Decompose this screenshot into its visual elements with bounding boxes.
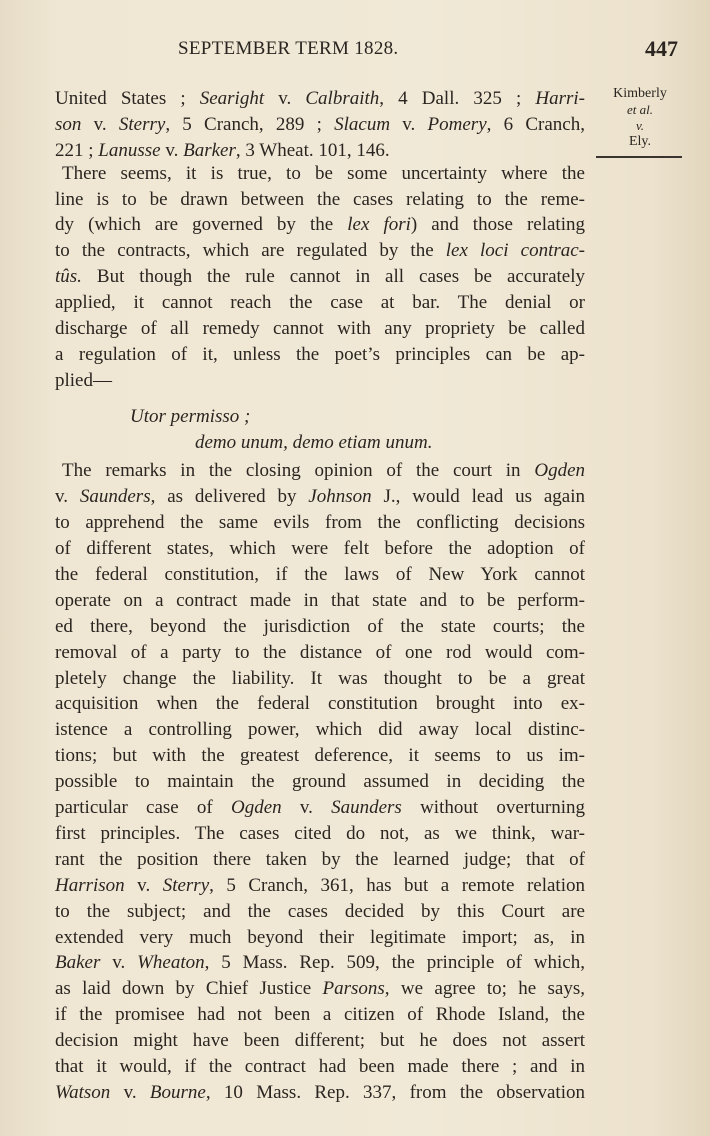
text-line (55, 562, 585, 588)
text-segment: , as delivered by (150, 486, 309, 508)
text-segment: if the promisee had not been a citizen of Rhode Island, the (55, 1004, 585, 1026)
italic-text-segment: Ogden (534, 460, 585, 482)
italic-text-segment: Calbraith (305, 88, 380, 109)
margin-rule-divider (596, 156, 682, 158)
text-segment: operate on a contract made in that state and to be perform- (55, 589, 585, 611)
text-line (55, 342, 585, 368)
text-line (55, 588, 585, 614)
text-segment: to the subject; and the cases decided by this Court are (55, 900, 585, 922)
italic-text-segment: Johnson (308, 486, 372, 508)
text-line (55, 1028, 585, 1054)
text-segment: v. (160, 139, 184, 161)
italic-text-segment: Baker (55, 952, 101, 974)
text-segment: pletely change the liability. It was thought to be a great (55, 667, 585, 689)
running-title: SEPTEMBER TERM 1828. (178, 38, 399, 59)
text-segment: decision might have been different; but he does not assert (55, 1030, 585, 1052)
text-line (55, 212, 585, 238)
text-segment: first principles. The cases cited do not, as we think, war- (55, 822, 585, 844)
text-segment: , 5 Cranch, 289 ; (165, 113, 335, 135)
text-segment: v. (124, 874, 163, 896)
italic-text-segment: Utor permisso ; (130, 405, 251, 427)
text-segment: as laid down by Chief Justice (55, 978, 323, 1000)
italic-text-segment: Lanusse (98, 139, 161, 161)
italic-text-segment: Saunders (79, 486, 151, 508)
text-line (55, 976, 585, 1002)
text-line (55, 899, 585, 925)
text-segment: , 6 Cranch, (486, 113, 585, 135)
text-segment: discharge of all remedy cannot with any propriety be called (55, 318, 585, 340)
text-segment: to the contracts, which are regulated by the (55, 240, 446, 262)
text-line (55, 404, 585, 430)
italic-text-segment: son (55, 113, 82, 135)
text-line (55, 743, 585, 769)
text-segment: 221 ; (55, 139, 99, 161)
text-segment: to apprehend the same evils from the conflicting decisions (55, 512, 585, 534)
text-line (55, 458, 585, 484)
text-segment: But though the rule cannot in all cases be accurately (81, 266, 585, 288)
text-segment: a regulation of it, unless the poet’s principles can be ap- (55, 343, 585, 365)
margin-note-line: Ely. (628, 134, 652, 149)
text-segment: acquisition when the federal constitution brought into ex- (55, 693, 585, 715)
italic-text-segment: Wheaton (137, 952, 205, 974)
text-line (55, 536, 585, 562)
text-segment: v. (81, 113, 119, 135)
text-line (55, 368, 585, 394)
text-line (55, 950, 585, 976)
text-segment: dy (which are governed by the (55, 214, 348, 236)
text-segment: v. (55, 486, 80, 508)
text-line (55, 640, 585, 666)
text-line (55, 112, 585, 138)
text-segment: plied— (55, 369, 112, 391)
text-line (55, 484, 585, 510)
text-line (55, 238, 585, 264)
italic-text-segment: Saunders (331, 797, 402, 819)
margin-note-line: v. (635, 118, 645, 133)
italic-text-segment: lex fori (347, 214, 411, 236)
text-line (55, 717, 585, 743)
text-line (55, 925, 585, 951)
italic-text-segment: Harrison (55, 874, 125, 896)
body-text (55, 86, 585, 1106)
italic-text-segment: Pomery (427, 113, 487, 135)
italic-text-segment: Sterry (118, 113, 166, 135)
page-number: 447 (645, 36, 678, 61)
italic-text-segment: tûs. (55, 266, 82, 288)
text-segment: , we agree to; he says, (384, 978, 585, 1000)
text-line (55, 161, 585, 187)
text-segment: tions; but with the greatest deference, it seems to us im- (55, 745, 585, 767)
text-segment: rant the position there taken by the learned judge; that of (55, 848, 585, 870)
text-line (55, 769, 585, 795)
italic-text-segment: Parsons (322, 978, 385, 1000)
text-segment: the federal constitution, if the laws of New York cannot (55, 564, 585, 586)
margin-case-caption (598, 86, 682, 150)
text-line (55, 1054, 585, 1080)
italic-text-segment: demo unum, demo etiam unum. (195, 431, 433, 453)
text-line (55, 691, 585, 717)
page-header (0, 38, 710, 68)
text-segment: line is to be drawn between the cases relating to the reme- (55, 188, 585, 210)
text-line (55, 86, 585, 112)
text-segment: of different states, which were felt before the adoption of (55, 538, 585, 560)
text-line (55, 187, 585, 213)
margin-note-line: Kimberly (613, 86, 667, 101)
text-segment: v. (100, 952, 138, 974)
text-line (55, 847, 585, 873)
text-segment: , 10 Mass. Rep. 337, from the observation (205, 1081, 585, 1103)
italic-text-segment: Searight (199, 88, 265, 109)
text-segment: , 4 Dall. 325 ; (379, 88, 536, 109)
text-segment: extended very much beyond their legitimate import; as, in (55, 926, 585, 948)
text-line (55, 290, 585, 316)
text-segment: v. (264, 88, 306, 109)
text-segment: without overturning (401, 797, 585, 819)
text-line (55, 614, 585, 640)
italic-text-segment: lex loci contrac- (445, 240, 585, 262)
text-line (55, 795, 585, 821)
text-segment: v. (110, 1081, 150, 1103)
text-segment: The remarks in the closing opinion of the court in (62, 460, 535, 482)
italic-text-segment: Watson (55, 1081, 111, 1103)
text-segment: that it would, if the contract had been made there ; and in (55, 1055, 585, 1077)
text-line (55, 316, 585, 342)
italic-text-segment: Sterry (162, 874, 210, 896)
text-line (55, 510, 585, 536)
margin-note-line: et al. (627, 102, 653, 117)
text-segment: , 3 Wheat. 101, 146. (235, 139, 390, 161)
italic-text-segment: Slacum (334, 113, 391, 135)
text-segment: , 5 Mass. Rep. 509, the principle of which, (204, 952, 585, 974)
italic-text-segment: Harri- (535, 88, 585, 109)
text-segment: particular case of (55, 797, 231, 819)
text-line (55, 430, 585, 456)
italic-text-segment: Bourne (149, 1081, 206, 1103)
text-segment: possible to maintain the ground assumed in deciding the (55, 771, 585, 793)
text-segment: istence a controlling power, which did away local distinc- (55, 719, 585, 741)
text-segment: United States ; (55, 88, 200, 109)
text-line (55, 1080, 585, 1106)
text-segment: removal of a party to the distance of one rod would com- (55, 641, 585, 663)
text-segment: There seems, it is true, to be some uncertainty where the (62, 162, 585, 184)
text-line (55, 1002, 585, 1028)
text-segment: , 5 Cranch, 361, has but a remote relation (209, 874, 585, 896)
text-segment: ) and those relating (410, 214, 585, 236)
text-line (55, 264, 585, 290)
text-line (55, 821, 585, 847)
text-segment: v. (281, 797, 332, 819)
text-segment: applied, it cannot reach the case at bar. The denial or (55, 292, 585, 314)
text-segment: v. (390, 113, 428, 135)
italic-text-segment: Ogden (230, 797, 282, 819)
italic-text-segment: Barker (183, 139, 236, 161)
text-line (55, 873, 585, 899)
text-segment: J., would lead us again (371, 486, 585, 508)
text-line (55, 666, 585, 692)
text-segment: ed there, beyond the jurisdiction of the state courts; the (55, 615, 585, 637)
